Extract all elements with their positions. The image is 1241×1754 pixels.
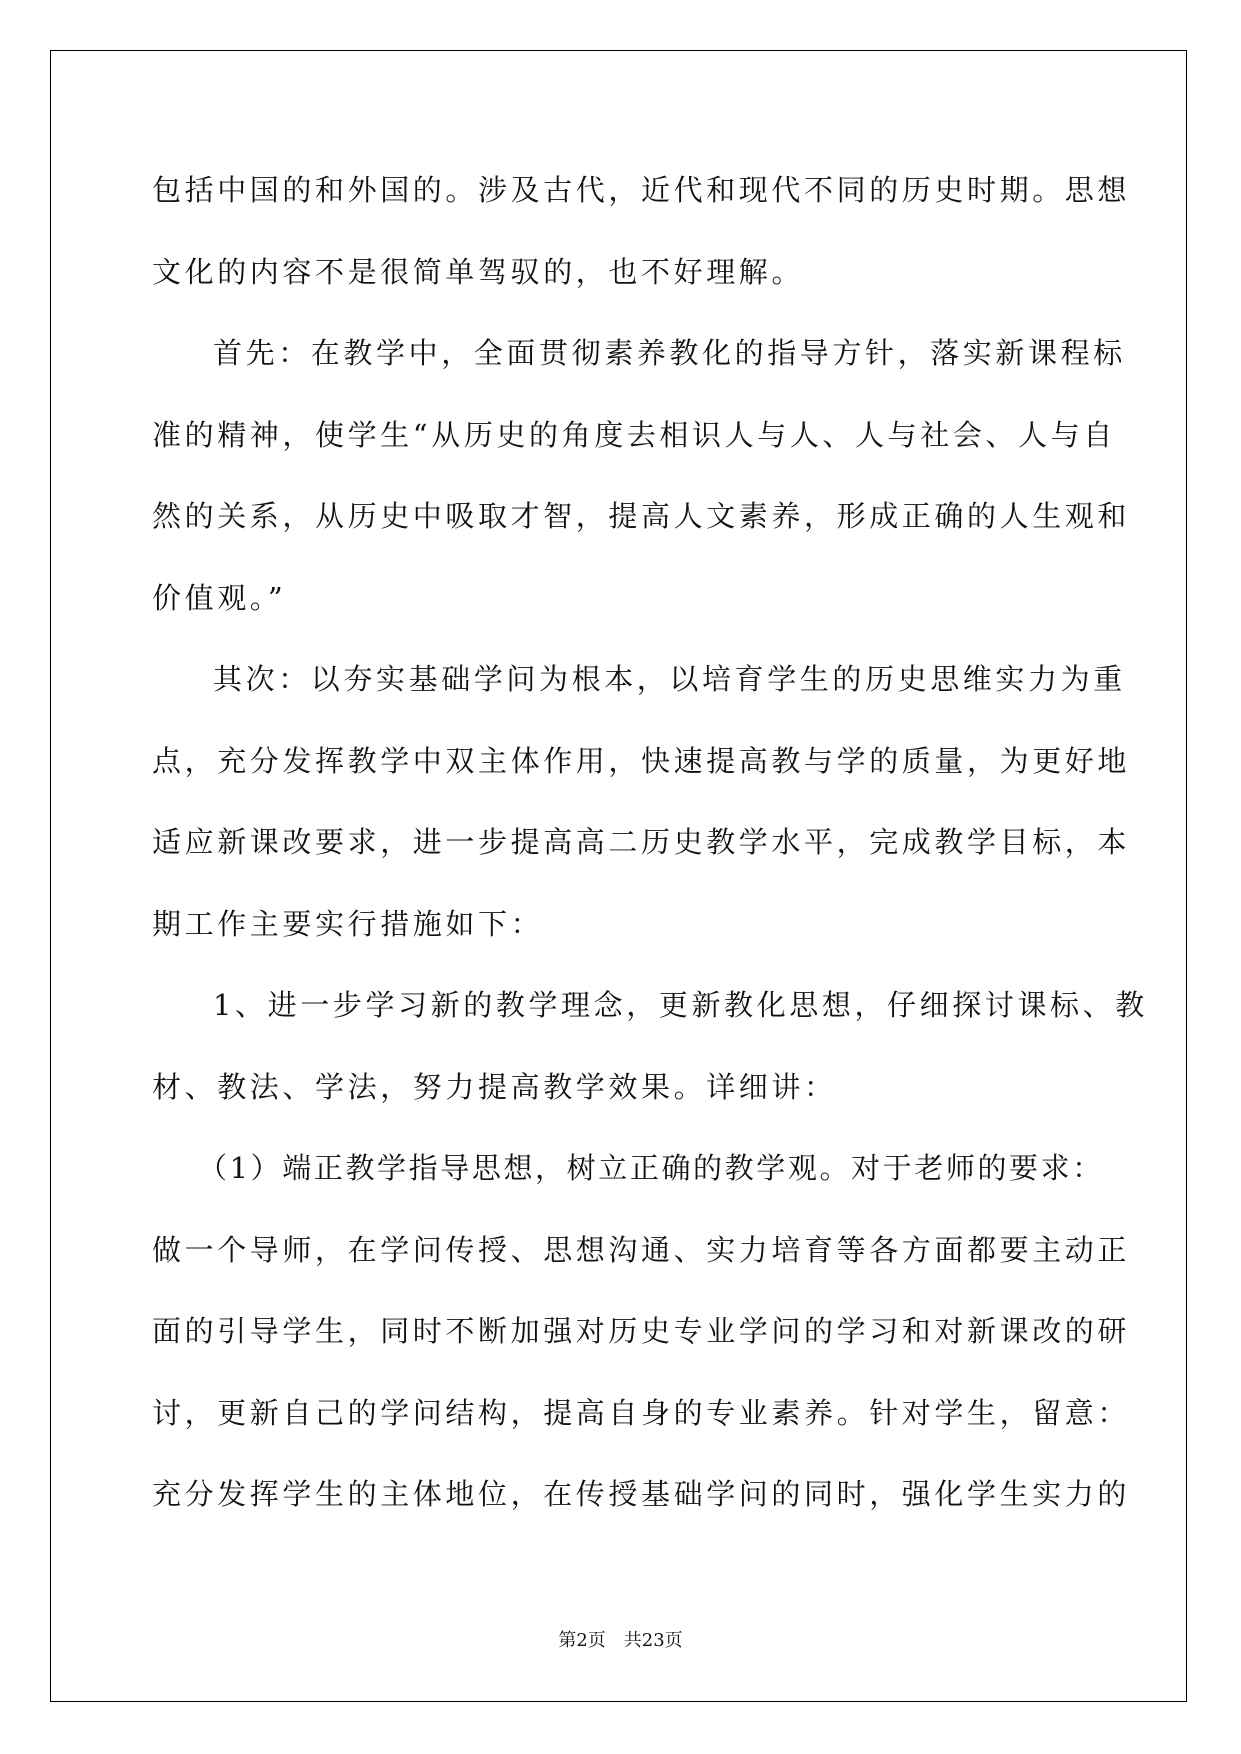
document-body xyxy=(152,160,1148,1546)
footer-total-label: 共 xyxy=(623,1630,642,1651)
text-line: 做一个导师，在学问传授、思想沟通、实力培育等各方面都要主动正 xyxy=(152,1232,1131,1267)
text-line: 文化的内容不是很简单驾驭的，也不好理解。 xyxy=(152,254,805,289)
text-line: 点，充分发挥教学中双主体作用，快速提高教与学的质量，为更好地 xyxy=(152,743,1131,778)
text-line: 包括中国的和外国的。涉及古代，近代和现代不同的历史时期。思想 xyxy=(152,173,1131,207)
paragraph-first-line: 首先：在教学中，全面贯彻素养教化的指导方针，落实新课程标 xyxy=(213,336,1126,370)
paragraph-first-line: 1、进一步学习新的教学理念，更新教化思想，仔细探讨课标、教 xyxy=(213,988,1148,1022)
footer-page-label: 第 xyxy=(558,1630,577,1651)
footer-page-number: 2 xyxy=(576,1630,588,1651)
text-line: 然的关系，从历史中吸取才智，提高人文素养，形成正确的人生观和 xyxy=(152,499,1131,533)
text-line: 面的引导学生，同时不断加强对历史专业学问的学习和对新课改的研 xyxy=(152,1314,1131,1348)
text-line: 讨，更新自己的学问结构，提高自身的专业素养。针对学生，留意： xyxy=(152,1395,1131,1430)
text-line: 准的精神，使学生“从历史的角度去相识人与人、人与社会、人与自 xyxy=(152,417,1116,452)
page-footer xyxy=(0,1626,1241,1652)
paragraph-first-line: 其次：以夯实基础学问为根本，以培育学生的历史思维实力为重 xyxy=(213,662,1126,696)
footer-total-unit: 页 xyxy=(664,1630,683,1651)
paragraph-first-line: （1）端正教学指导思想，树立正确的教学观。对于老师的要求： xyxy=(198,1151,1104,1185)
footer-total-number: 23 xyxy=(641,1630,665,1651)
footer-page-unit: 页 xyxy=(587,1630,606,1651)
text-line: 适应新课改要求，进一步提高高二历史教学水平，完成教学目标，本 xyxy=(152,825,1131,859)
text-line: 充分发挥学生的主体地位，在传授基础学问的同时，强化学生实力的 xyxy=(152,1477,1131,1511)
text-line: 价值观。” xyxy=(152,580,287,615)
text-line: 期工作主要实行措施如下： xyxy=(152,906,544,941)
text-line: 材、教法、学法，努力提高教学效果。详细讲： xyxy=(152,1069,837,1104)
